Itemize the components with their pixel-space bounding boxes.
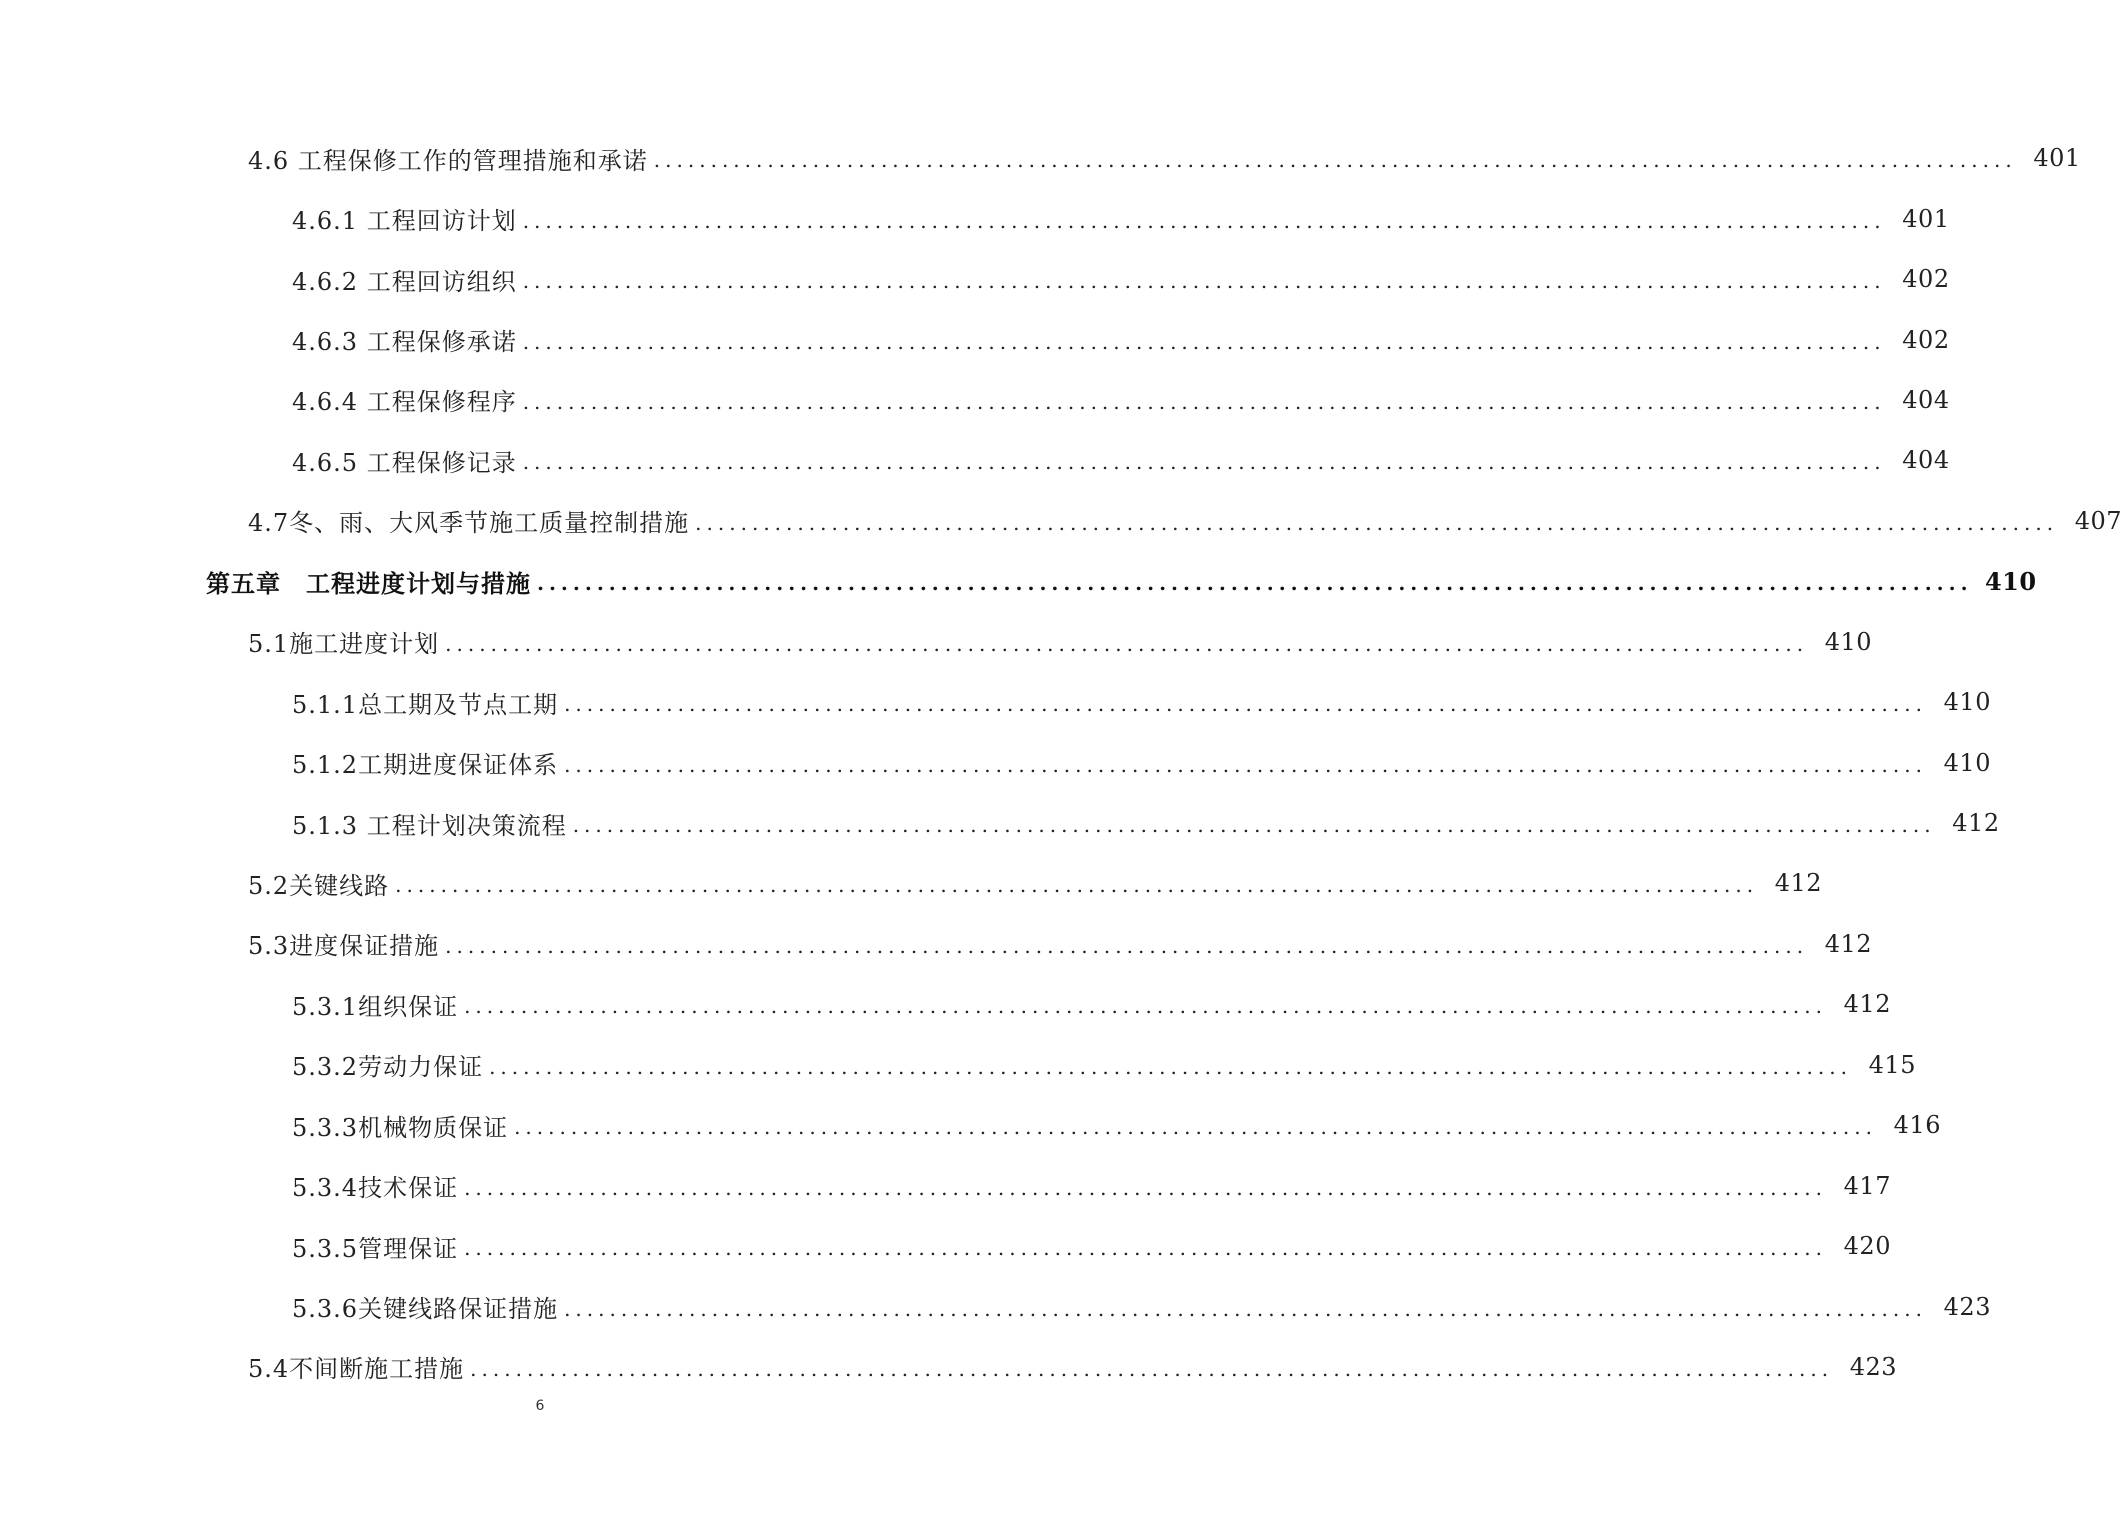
dot-leader: ........................................................................................................................ — [564, 1296, 1927, 1321]
toc-entry-page: 402 — [1902, 325, 1950, 354]
dot-leader: ........................................................................................................................ — [522, 389, 1886, 414]
toc-entry[interactable] — [0, 914, 1873, 974]
toc-entry-page: 404 — [1902, 385, 1950, 414]
toc-entry-page: 404 — [1902, 446, 1950, 475]
toc-entry[interactable] — [0, 853, 1823, 913]
toc-entry-page: 407 — [2074, 506, 2122, 535]
toc-entry-title: 5.3.2劳动力保证 — [292, 1053, 484, 1082]
toc-entry-page: 416 — [1893, 1111, 1941, 1140]
dot-leader: ........................................................................................................................ — [564, 752, 1927, 777]
toc-entry-page: 410 — [1824, 627, 1873, 656]
toc-entry-title: 5.1.3 工程计划决策流程 — [292, 811, 567, 840]
toc-entry-page: 420 — [1843, 1232, 1891, 1261]
toc-entry-title: 5.3.6关键线路保证措施 — [292, 1295, 559, 1324]
toc-entry-title: 4.7冬、雨、大风季节施工质量控制措施 — [248, 509, 690, 538]
dot-leader: ........................................................................................................................ — [522, 329, 1886, 354]
toc-entry-page: 423 — [1943, 1292, 1991, 1321]
toc-entry-page: 401 — [2033, 144, 2081, 173]
toc-entry[interactable] — [0, 1095, 1941, 1155]
toc-entry-title: 第五章 工程进度计划与措施 — [206, 568, 531, 598]
toc-entry-page: 417 — [1843, 1171, 1891, 1200]
dot-leader: ........................................................................................................................ — [695, 510, 2059, 535]
dot-leader: ........................................................................................................................ — [564, 692, 1927, 717]
toc-entry-title: 5.3.4技术保证 — [292, 1174, 459, 1203]
toc-entry[interactable] — [0, 1276, 1991, 1336]
toc-entry[interactable] — [0, 732, 1991, 792]
toc-entry[interactable] — [0, 491, 2122, 551]
dot-leader: ........................................................................................................................ — [537, 571, 1973, 596]
dot-leader: ........................................................................................................................ — [464, 1236, 1827, 1261]
toc-entry[interactable] — [0, 188, 1950, 248]
dot-leader: ........................................................................................................................ — [445, 933, 1809, 958]
dot-leader: ........................................................................................................................ — [464, 994, 1827, 1019]
toc-entry[interactable] — [0, 370, 1950, 430]
toc-entry-page: 410 — [1943, 748, 1991, 777]
dot-leader: ........................................................................................................................ — [464, 1175, 1827, 1200]
toc-entry-title: 5.1施工进度计划 — [248, 630, 440, 659]
dot-leader: ........................................................................................................................ — [445, 631, 1809, 656]
toc-entry[interactable] — [0, 672, 1991, 732]
toc-entry-title: 5.1.2工期进度保证体系 — [292, 751, 559, 780]
toc-entry[interactable] — [0, 249, 1950, 309]
toc-entry-page: 412 — [1774, 869, 1823, 898]
dot-leader: ........................................................................................................................ — [522, 450, 1886, 475]
toc-entry[interactable] — [0, 612, 1873, 672]
page-number: 6 — [535, 1398, 545, 1414]
toc-entry[interactable] — [0, 1216, 1891, 1276]
dot-leader: ........................................................................................................................ — [572, 813, 1936, 838]
toc-entry[interactable] — [0, 1035, 1916, 1095]
dot-leader: ........................................................................................................................ — [522, 269, 1886, 294]
toc-entry-page: 412 — [1952, 809, 2000, 838]
toc-entry-title: 4.6.4 工程保修程序 — [292, 388, 517, 417]
toc-entry-title: 5.3.5管理保证 — [292, 1234, 459, 1263]
toc-entry-title: 5.3.1组织保证 — [292, 992, 459, 1021]
toc-entry-title: 4.6 工程保修工作的管理措施和承诺 — [248, 146, 648, 175]
toc-entry-page: 412 — [1843, 990, 1891, 1019]
toc-entry-page: 415 — [1868, 1050, 1916, 1079]
toc-entry[interactable] — [0, 1337, 1898, 1397]
toc-entry[interactable] — [0, 128, 2081, 188]
toc-entry-title: 5.1.1总工期及节点工期 — [292, 690, 559, 719]
toc-entry-title: 5.4不间断施工措施 — [248, 1355, 465, 1384]
toc-entry-title: 4.6.2 工程回访组织 — [292, 267, 517, 296]
toc-entry-title: 5.3进度保证措施 — [248, 932, 440, 961]
toc-entry-page: 410 — [1984, 566, 2037, 596]
toc-entry[interactable] — [0, 793, 2000, 853]
toc-entry-page: 412 — [1824, 929, 1873, 958]
toc-entry-title: 5.2关键线路 — [248, 871, 390, 900]
toc-entry-title: 4.6.5 工程保修记录 — [292, 448, 517, 477]
toc-entry-title: 5.3.3机械物质保证 — [292, 1113, 509, 1142]
toc-entry[interactable] — [0, 430, 1950, 490]
toc-entry[interactable] — [0, 974, 1891, 1034]
toc-entry-page: 401 — [1902, 204, 1950, 233]
dot-leader: ........................................................................................................................ — [514, 1115, 1877, 1140]
toc-entry-title: 4.6.1 工程回访计划 — [292, 207, 517, 236]
toc-entry[interactable] — [0, 309, 1950, 369]
toc-entry-title: 4.6.3 工程保修承诺 — [292, 328, 517, 357]
dot-leader: ........................................................................................................................ — [470, 1356, 1834, 1381]
toc-chapter-entry[interactable] — [0, 551, 2037, 611]
toc-entry[interactable] — [0, 1155, 1891, 1215]
table-of-contents — [0, 128, 2122, 1397]
toc-entry-page: 402 — [1902, 265, 1950, 294]
dot-leader: ........................................................................................................................ — [489, 1054, 1852, 1079]
dot-leader: ........................................................................................................................ — [395, 873, 1759, 898]
dot-leader: ........................................................................................................................ — [653, 148, 2017, 173]
toc-entry-page: 410 — [1943, 688, 1991, 717]
toc-entry-page: 423 — [1849, 1352, 1898, 1381]
dot-leader: ........................................................................................................................ — [522, 208, 1886, 233]
